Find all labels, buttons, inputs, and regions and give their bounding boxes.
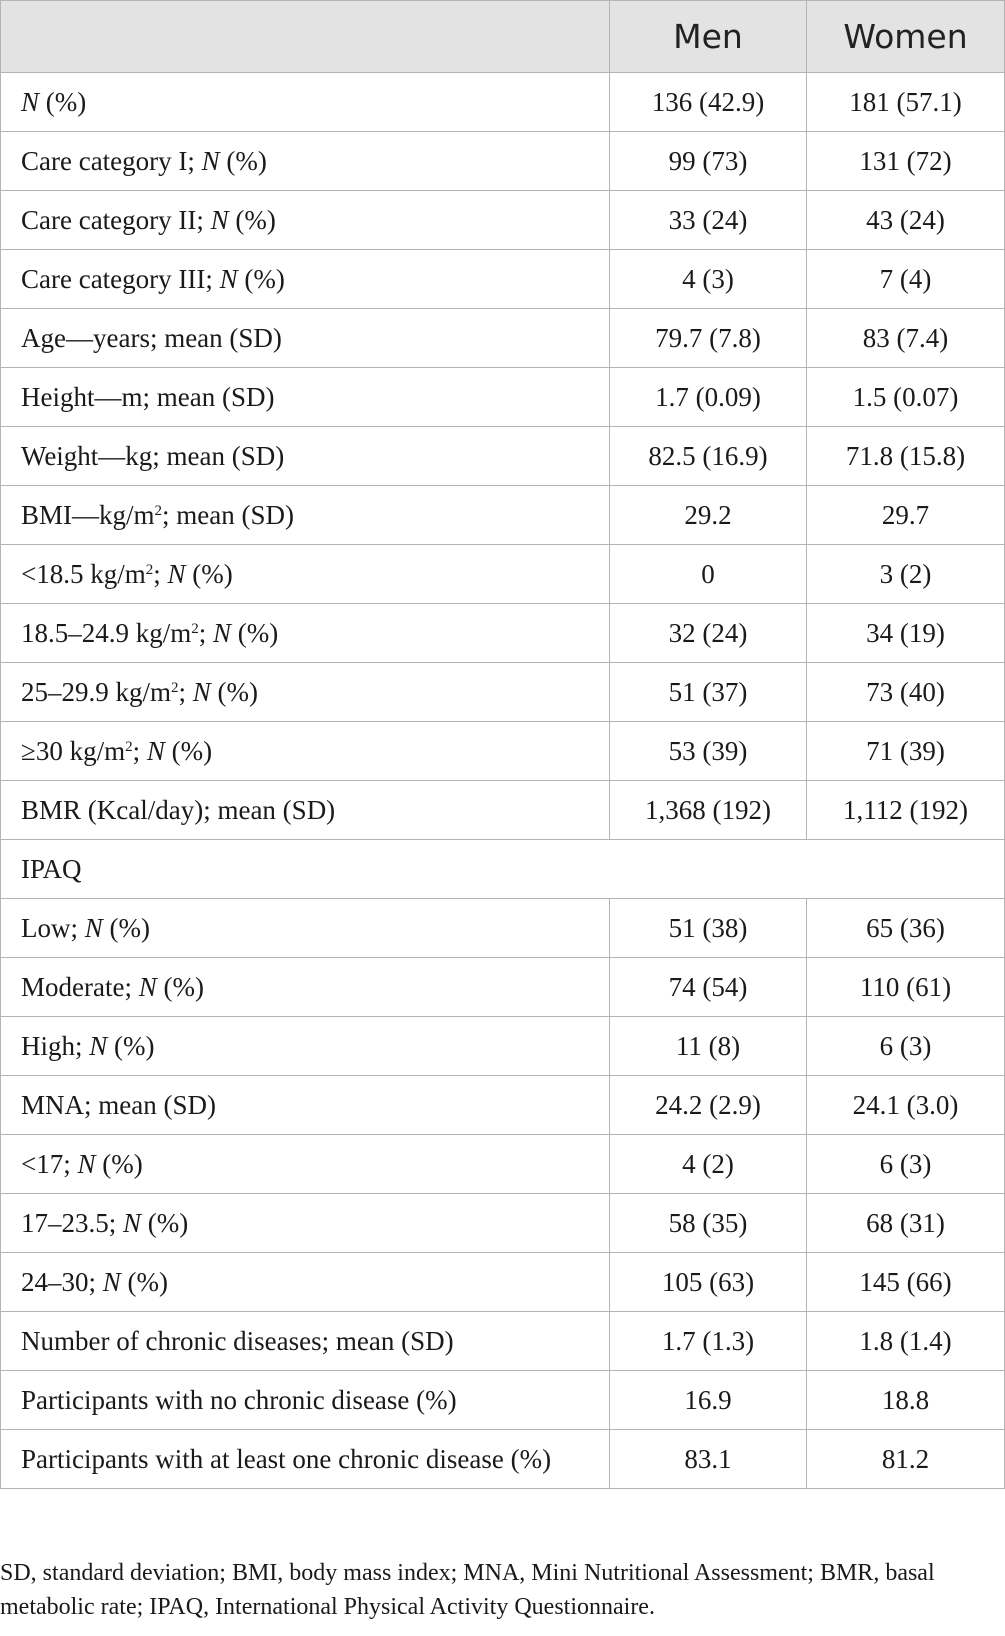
table-row [1, 1135, 1005, 1194]
row-label [1, 1253, 610, 1312]
table-row [1, 899, 1005, 958]
row-label-it: N [77, 1148, 96, 1179]
cell-men: 11 (8) [610, 1017, 807, 1076]
row-label [1, 309, 610, 368]
table-row [1, 1194, 1005, 1253]
row-label-sup: 2 [125, 738, 133, 755]
row-label [1, 1430, 610, 1489]
table-row [1, 486, 1005, 545]
header-women: Women [807, 1, 1005, 73]
table-row [1, 368, 1005, 427]
cell-women: 7 (4) [807, 250, 1005, 309]
row-label-pre: High; [21, 1030, 90, 1061]
row-label-pre: 24–30; [21, 1266, 103, 1297]
table-row [1, 663, 1005, 722]
row-label-it: N [210, 204, 229, 235]
cell-women: 24.1 (3.0) [807, 1076, 1005, 1135]
cell-men: 53 (39) [610, 722, 807, 781]
cell-men: 51 (37) [610, 663, 807, 722]
cell-women: 71.8 (15.8) [807, 427, 1005, 486]
row-label-pre: Participants with no chronic disease (%) [21, 1384, 457, 1415]
cell-women: 6 (3) [807, 1017, 1005, 1076]
cell-women: 83 (7.4) [807, 309, 1005, 368]
row-label-it: N [21, 86, 40, 117]
cell-women: 34 (19) [807, 604, 1005, 663]
cell-men: 51 (38) [610, 899, 807, 958]
row-label [1, 1076, 610, 1135]
table-row [1, 309, 1005, 368]
row-label [1, 899, 610, 958]
row-label-it: N [167, 558, 186, 589]
row-label-pre: Care category II; [21, 204, 211, 235]
row-label-pre: Moderate; [21, 971, 139, 1002]
cell-men: 16.9 [610, 1371, 807, 1430]
row-label-pre: ≥30 kg/m [21, 735, 126, 766]
row-label-it: N [138, 971, 157, 1002]
table-row [1, 722, 1005, 781]
cell-men: 83.1 [610, 1430, 807, 1489]
header-men: Men [610, 1, 807, 73]
cell-men: 99 (73) [610, 132, 807, 191]
cell-women: 1.8 (1.4) [807, 1312, 1005, 1371]
row-label-pre: <18.5 kg/m [21, 558, 146, 589]
row-label-pre: Participants with at least one chronic disease (%) [21, 1443, 552, 1474]
cell-women: 29.7 [807, 486, 1005, 545]
table-row [1, 1312, 1005, 1371]
cell-men: 24.2 (2.9) [610, 1076, 807, 1135]
row-label [1, 1135, 610, 1194]
cell-women: 43 (24) [807, 191, 1005, 250]
cell-women: 68 (31) [807, 1194, 1005, 1253]
table-body [1, 73, 1005, 1489]
table-row [1, 781, 1005, 840]
row-label-it: N [146, 735, 165, 766]
cell-women: 145 (66) [807, 1253, 1005, 1312]
cell-women: 18.8 [807, 1371, 1005, 1430]
cell-men: 4 (3) [610, 250, 807, 309]
row-label-post: (%) [228, 204, 276, 235]
table-row [1, 250, 1005, 309]
row-label-pre2: ; mean (SD) [162, 499, 294, 530]
row-label-it: N [213, 617, 232, 648]
row-label-post: (%) [156, 971, 204, 1002]
table-row [1, 604, 1005, 663]
cell-women: 1,112 (192) [807, 781, 1005, 840]
row-label [1, 191, 610, 250]
row-label-post: (%) [210, 676, 259, 707]
cell-women: 3 (2) [807, 545, 1005, 604]
row-label-pre: MNA; mean (SD) [21, 1089, 216, 1120]
row-label-post: (%) [185, 558, 233, 589]
row-label [1, 781, 610, 840]
row-label [1, 958, 610, 1017]
row-label [1, 1194, 610, 1253]
table-row [1, 191, 1005, 250]
row-label-it: N [192, 676, 211, 707]
row-label [1, 1371, 610, 1430]
row-label [1, 486, 610, 545]
cell-women: 73 (40) [807, 663, 1005, 722]
row-label-sup: 2 [191, 620, 199, 637]
cell-women: 65 (36) [807, 899, 1005, 958]
table-footnote: SD, standard deviation; BMI, body mass index; MNA, Mini Nutritional Assessment; BMR, basal metabolic rate; IPAQ, International Physical Activity Questionnaire. [0, 1560, 935, 1620]
cell-men: 1.7 (1.3) [610, 1312, 807, 1371]
cell-women: 81.2 [807, 1430, 1005, 1489]
row-label [1, 545, 610, 604]
cell-men: 33 (24) [610, 191, 807, 250]
row-label-post: (%) [141, 1207, 189, 1238]
cell-men: 1.7 (0.09) [610, 368, 807, 427]
row-label-post: (%) [231, 617, 279, 648]
row-label-pre: Height—m; mean (SD) [21, 381, 275, 412]
row-label-pre: Weight—kg; mean (SD) [21, 440, 285, 471]
row-label-pre2: ; [198, 617, 214, 648]
table-row [1, 958, 1005, 1017]
table-row [1, 73, 1005, 132]
row-label-pre: 18.5–24.9 kg/m [21, 617, 192, 648]
row-label [1, 1312, 610, 1371]
row-label-it: N [201, 145, 220, 176]
row-label-pre: 25–29.9 kg/m [21, 676, 172, 707]
row-label [1, 663, 610, 722]
row-label [1, 604, 610, 663]
cell-men: 74 (54) [610, 958, 807, 1017]
row-label-sup: 2 [171, 679, 179, 696]
row-label-pre: Number of chronic diseases; mean (SD) [21, 1325, 454, 1356]
row-label [1, 840, 1005, 899]
row-label-pre: Care category I; [21, 145, 202, 176]
row-label-post: (%) [237, 263, 285, 294]
header-blank-cell [1, 1, 610, 73]
row-label-pre: BMI—kg/m [21, 499, 155, 530]
row-label-sup: 2 [145, 561, 154, 578]
row-label-it: N [84, 912, 103, 943]
row-label-pre: 17–23.5; [21, 1207, 124, 1238]
row-label-pre: <17; [21, 1148, 78, 1179]
cell-women: 1.5 (0.07) [807, 368, 1005, 427]
table-row [1, 1076, 1005, 1135]
cell-men: 32 (24) [610, 604, 807, 663]
cell-men: 105 (63) [610, 1253, 807, 1312]
row-label-pre: BMR (Kcal/day); mean (SD) [21, 794, 336, 825]
table-row [1, 1253, 1005, 1312]
cell-women: 110 (61) [807, 958, 1005, 1017]
row-label-it: N [102, 1266, 121, 1297]
row-label-it: N [123, 1207, 142, 1238]
cell-men: 82.5 (16.9) [610, 427, 807, 486]
row-label [1, 722, 610, 781]
row-label-post: (%) [102, 912, 150, 943]
row-label-post: (%) [39, 86, 87, 117]
row-label-pre: Low; [21, 912, 85, 943]
cell-women: 6 (3) [807, 1135, 1005, 1194]
row-label-it: N [219, 263, 238, 294]
table-row [1, 1017, 1005, 1076]
table-row [1, 1371, 1005, 1430]
row-label-post: (%) [164, 735, 213, 766]
cell-men: 79.7 (7.8) [610, 309, 807, 368]
row-label-pre2: ; [178, 676, 193, 707]
row-label-pre: IPAQ [21, 853, 82, 884]
table-row [1, 132, 1005, 191]
cell-men: 0 [610, 545, 807, 604]
cell-men: 4 (2) [610, 1135, 807, 1194]
row-label [1, 250, 610, 309]
cell-women: 131 (72) [807, 132, 1005, 191]
row-label [1, 368, 610, 427]
header-row [1, 1, 1005, 73]
table-row [1, 545, 1005, 604]
row-label [1, 73, 610, 132]
row-label-pre2: ; [153, 558, 168, 589]
row-label [1, 1017, 610, 1076]
row-label [1, 132, 610, 191]
cell-men: 136 (42.9) [610, 73, 807, 132]
row-label-sup: 2 [154, 502, 163, 519]
table-row [1, 427, 1005, 486]
cell-women: 71 (39) [807, 722, 1005, 781]
cell-men: 29.2 [610, 486, 807, 545]
row-label-post: (%) [107, 1030, 155, 1061]
row-label [1, 427, 610, 486]
cell-women: 181 (57.1) [807, 73, 1005, 132]
row-label-pre2: ; [132, 735, 147, 766]
cell-men: 1,368 (192) [610, 781, 807, 840]
row-label-pre: Age—years; mean (SD) [21, 322, 282, 353]
row-label-pre: Care category III; [21, 263, 220, 294]
cell-men: 58 (35) [610, 1194, 807, 1253]
row-label-post: (%) [120, 1266, 169, 1297]
row-label-post: (%) [219, 145, 267, 176]
table-row [1, 1430, 1005, 1489]
row-label-post: (%) [95, 1148, 143, 1179]
table-row [1, 840, 1005, 899]
row-label-it: N [89, 1030, 108, 1061]
